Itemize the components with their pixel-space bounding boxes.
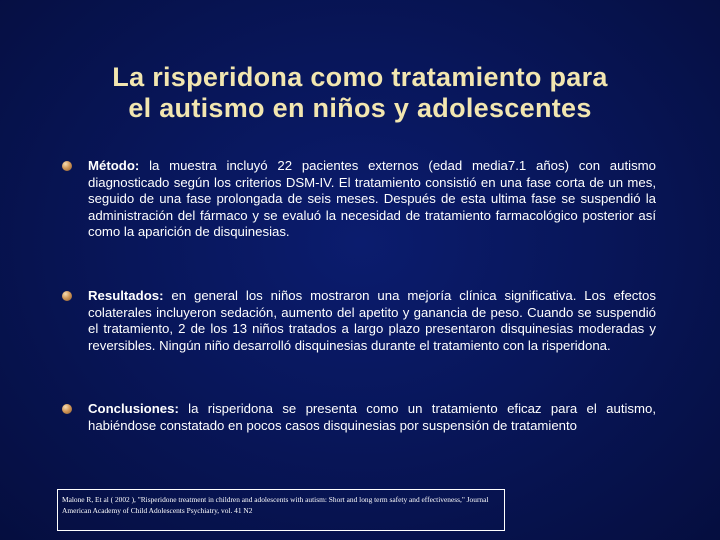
bullet-body: la muestra incluyó 22 pacientes externos (edad media7.1 años) con autismo diagnosticado según los criterios DSM-IV. El tratamiento consistió en una fase corta de un mes, seguido de una fase prolongada de seis meses. Después de esta ultima fase se suspendió la administración del fármaco y se evaluó la necesidad de tratamiento farmacológico posterior así como la aparición de disquinesias. bbox=[88, 158, 656, 239]
bullet-metodo bbox=[62, 158, 656, 241]
bullet-heading: Resultados: bbox=[88, 288, 164, 303]
bullet-heading: Conclusiones: bbox=[88, 401, 179, 416]
reference-citation: Malone R, Et al ( 2002 ), "Risperidone treatment in children and adolescents with autism: Short and long term safety and effectiveness," Journal American Academy of Child Adolescents Psychiatry, vol. 41 N2 bbox=[57, 489, 505, 531]
bullet-text bbox=[88, 158, 656, 241]
slide-title-line-2: el autismo en niños y adolescentes bbox=[128, 93, 592, 123]
bullet-text bbox=[88, 401, 656, 434]
bullet-text bbox=[88, 288, 656, 354]
bullet-heading: Método: bbox=[88, 158, 140, 173]
bullet-body: en general los niños mostraron una mejoría clínica significativa. Los efectos colaterales incluyeron sedación, aumento del apetito y ganancia de peso. Cuando se suspendió el tratamiento, 2 de los 13 niños tratados a largo plazo presentaron disquinesias moderadas y reversibles. Ningún niño desarrolló disquinesias durante el tratamiento con la risperidona. bbox=[88, 288, 656, 353]
bullet-body: la risperidona se presenta como un tratamiento eficaz para el autismo, habiéndose constatado en pocos casos disquinesias por suspensión de tratamiento bbox=[88, 401, 656, 433]
bullet-resultados bbox=[62, 288, 656, 354]
slide-title-line-1: La risperidona como tratamiento para bbox=[112, 62, 608, 92]
bullet-dot-icon bbox=[62, 404, 72, 414]
bullet-dot-icon bbox=[62, 161, 72, 171]
bullet-conclusiones bbox=[62, 401, 656, 434]
bullet-dot-icon bbox=[62, 291, 72, 301]
slide-title bbox=[40, 62, 680, 124]
